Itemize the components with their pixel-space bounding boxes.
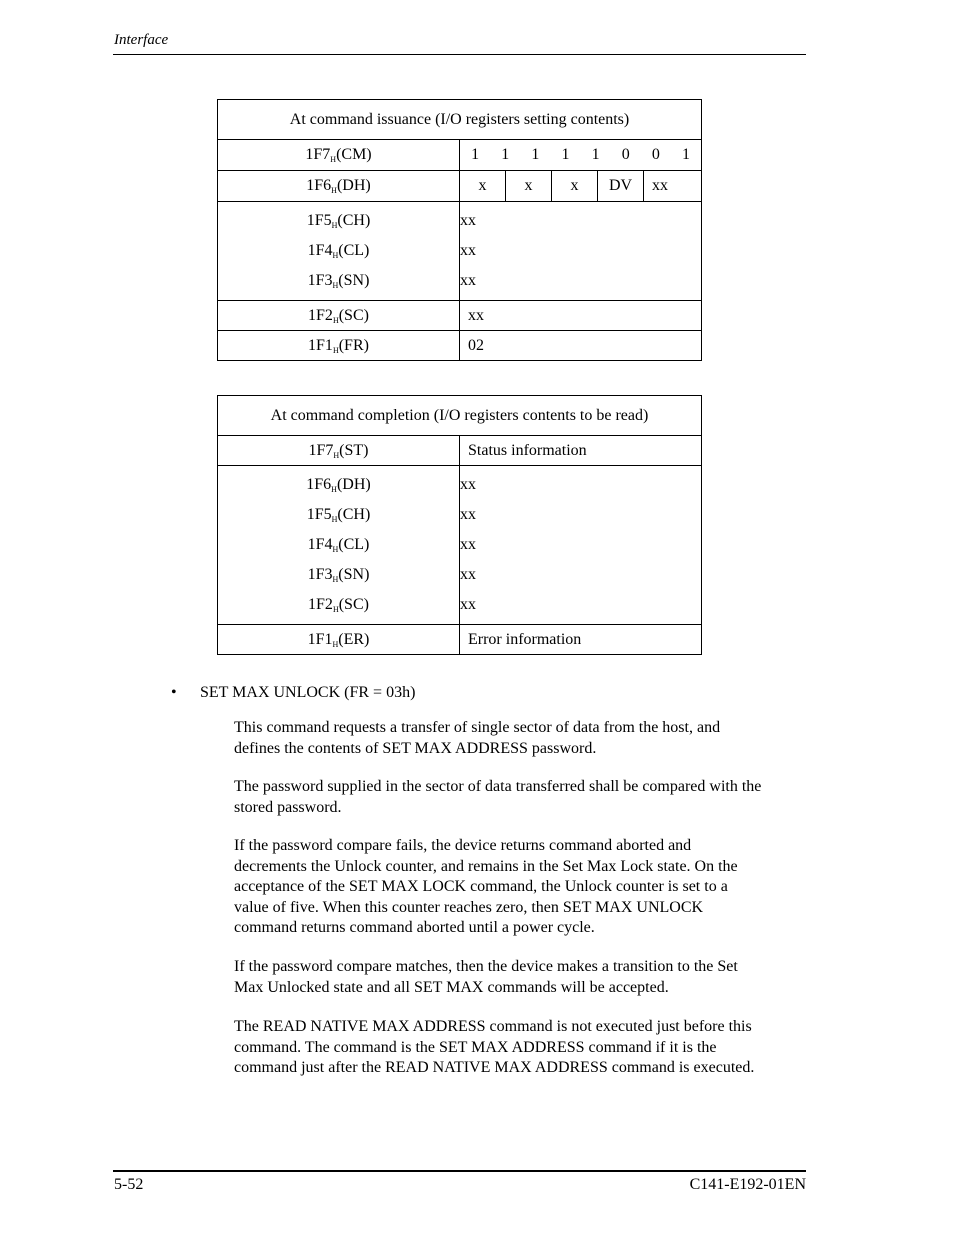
register-name-ch: $1F5_H(CH)$ [306, 506, 371, 524]
register-value-dh: xx [460, 476, 476, 493]
text-line: stored password. [234, 798, 342, 816]
text-line: value of five. When this counter reaches zero, then SET MAX UNLOCK [234, 898, 704, 916]
text-line: This command requests a transfer of single sector of data from the host, and [234, 719, 721, 736]
device-head-fields [460, 171, 702, 202]
register-name-cm: $1F7_H(CM)$ [218, 140, 460, 171]
paragraph-5 [234, 1017, 809, 1079]
register-name-fr: $1F1_H(FR)$ [218, 331, 460, 361]
register-name-ch: $1F5_H(CH)$ [306, 212, 371, 230]
register-value-sn: xx [460, 566, 476, 583]
register-value-er: Error information [460, 625, 702, 655]
bit-2: 0 [621, 146, 630, 163]
paragraph-4 [234, 957, 809, 998]
register-name-dh: $1F6_H(DH)$ [218, 171, 460, 202]
text-line: command just after the READ NATIVE MAX ADDRESS command is executed. [234, 1059, 755, 1076]
register-name-er: $1F1_H(ER)$ [218, 625, 460, 655]
register-value-fr: 02 [460, 331, 702, 361]
footer-rule [113, 1170, 806, 1172]
running-header-title: Interface [114, 32, 169, 48]
register-value-sc: xx [460, 301, 702, 331]
register-name-sc: $1F2_H(SC)$ [308, 596, 369, 614]
document-id: C141-E192-01EN [689, 1176, 806, 1193]
register-value-st: Status information [460, 436, 702, 466]
text-line: command returns command aborted until a power cycle. [234, 919, 595, 936]
bit-3: 1 [591, 146, 600, 163]
completion-register-table [217, 395, 702, 655]
paragraph-1 [234, 718, 809, 759]
register-value-ch: xx [460, 212, 476, 229]
register-value-group [460, 466, 702, 625]
dh-field: x [460, 171, 506, 201]
register-value-cl: xx [460, 536, 476, 553]
dh-field-rest: xx [652, 177, 668, 194]
page-number: 5-52 [114, 1176, 144, 1193]
register-name-group [218, 466, 460, 625]
header-rule [113, 54, 806, 55]
register-value-group [460, 202, 702, 301]
register-value-ch: xx [460, 506, 476, 523]
issuance-register-table [217, 99, 702, 361]
paragraph-2 [234, 777, 809, 818]
register-name-dh: $1F6_H(DH)$ [306, 476, 371, 494]
register-value-sn: xx [460, 272, 476, 289]
command-bits [460, 140, 702, 171]
bit-4: 1 [561, 146, 570, 163]
register-name-cl: $1F4_H(CL)$ [307, 536, 370, 554]
completion-table-caption: At command completion (I/O registers contents to be read) [218, 396, 702, 436]
bullet-icon: • [171, 684, 177, 701]
bit-7: 1 [471, 146, 480, 163]
text-line: The password supplied in the sector of data transferred shall be compared with the [234, 778, 762, 795]
issuance-table-caption: At command issuance (I/O registers setting contents) [218, 100, 702, 140]
register-name-sc: $1F2_H(SC)$ [218, 301, 460, 331]
text-line: If the password compare matches, then the device makes a transition to the Set [234, 958, 738, 975]
register-value-sc: xx [460, 596, 476, 613]
dh-field: x [552, 171, 598, 201]
text-line: defines the contents of SET MAX ADDRESS password. [234, 739, 597, 757]
text-line: decrements the Unlock counter, and remains in the Set Max Lock state. On the [234, 857, 738, 875]
register-value-cl: xx [460, 242, 476, 259]
bit-6: 1 [501, 146, 510, 163]
section-heading [171, 684, 415, 702]
register-name-st: $1F7_H(ST)$ [218, 436, 460, 466]
bit-5: 1 [531, 146, 540, 163]
bit-1: 0 [651, 146, 660, 163]
paragraph-3 [234, 836, 809, 939]
text-line: command. The command is the SET MAX ADDRESS command if it is the [234, 1038, 717, 1056]
text-line: The READ NATIVE MAX ADDRESS command is not executed just before this [234, 1018, 752, 1035]
text-line: If the password compare fails, the device returns command aborted and [234, 837, 692, 854]
register-name-sn: $1F3_H(SN)$ [307, 272, 370, 290]
register-name-group [218, 202, 460, 301]
register-name-sn: $1F3_H(SN)$ [307, 566, 370, 584]
section-heading-text: SET MAX UNLOCK (FR = 03h) [200, 684, 416, 701]
text-line: acceptance of the SET MAX LOCK command, the Unlock counter is set to a [234, 878, 728, 895]
dh-field-dv: DV [598, 171, 644, 201]
bit-0: 1 [681, 146, 690, 163]
register-name-cl: $1F4_H(CL)$ [307, 242, 370, 260]
text-line: Max Unlocked state and all SET MAX commands will be accepted. [234, 978, 669, 996]
dh-field: x [506, 171, 552, 201]
